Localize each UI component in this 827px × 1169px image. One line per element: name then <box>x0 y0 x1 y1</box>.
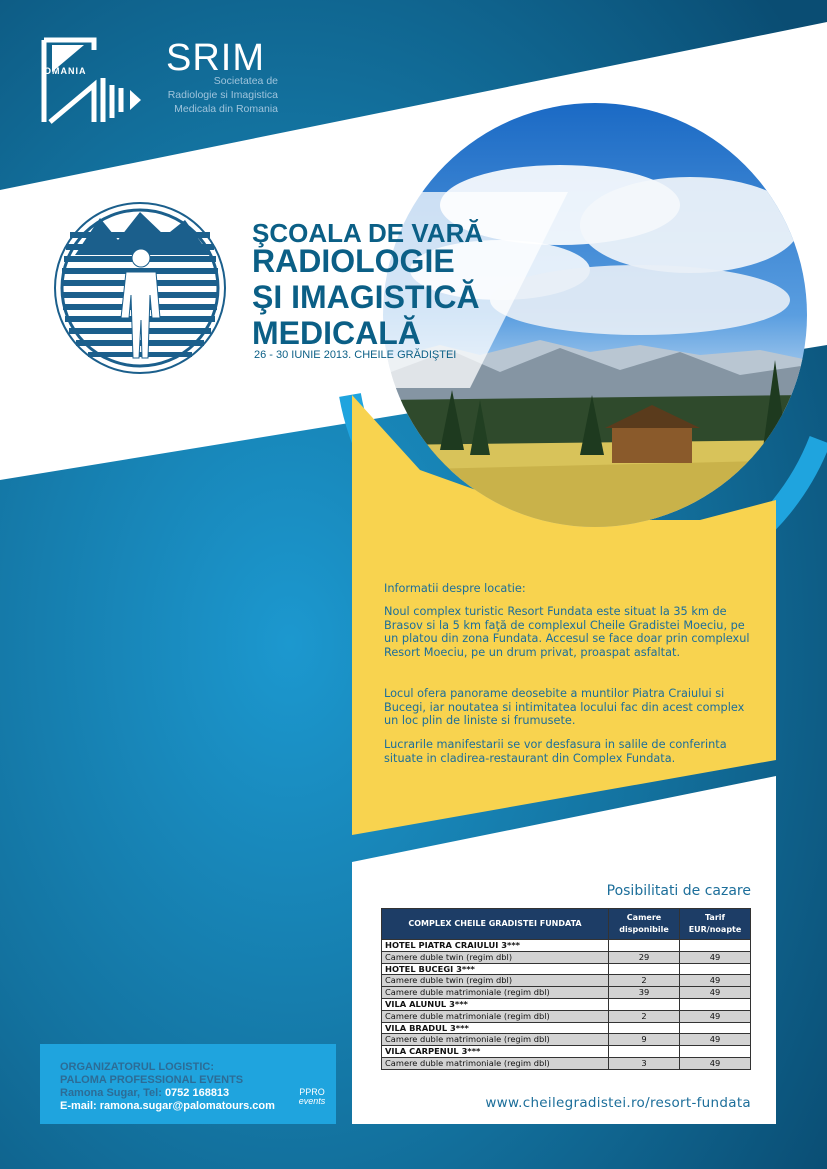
info-heading: Informatii despre locatie: <box>384 582 526 595</box>
table-cell-rooms: 29 <box>609 951 680 963</box>
table-cell-rooms: 2 <box>609 1010 680 1022</box>
table-cell-name: VILA ALUNUL 3*** <box>382 998 609 1010</box>
table-cell-name: Camere duble twin (regim dbl) <box>382 975 609 987</box>
ppro-logo-text <box>289 1088 335 1106</box>
hotel-row <box>382 1022 751 1034</box>
table-cell-rate: 49 <box>680 951 751 963</box>
table-cell-rate: 49 <box>680 987 751 999</box>
table-cell-rooms <box>609 1022 680 1034</box>
hotel-row <box>382 963 751 975</box>
organizer-email <box>60 1100 290 1113</box>
contact-phone[interactable]: 0752 168813 <box>164 1087 230 1099</box>
table-cell-rooms <box>609 1046 680 1058</box>
accommodation-table <box>381 908 751 1070</box>
table-cell-rate <box>680 1022 751 1034</box>
table-cell-rate <box>680 998 751 1010</box>
table-cell-name: HOTEL PIATRA CRAIULUI 3*** <box>382 940 609 952</box>
table-cell-name: Camere duble matrimoniale (regim dbl) <box>382 1034 609 1046</box>
school-emblem-icon <box>55 203 225 373</box>
room-row <box>382 987 751 999</box>
info-paragraph-3: Lucrarile manifestarii se vor desfasura in salile de conferinta situate in cladirea-restaurant din Complex Fundata. <box>384 738 727 765</box>
room-row <box>382 1034 751 1046</box>
title-line-3: ŞI IMAGISTICĂ <box>252 279 480 315</box>
email-label: E-mail: <box>60 1100 97 1112</box>
table-header-rate: Tarif EUR/noapte <box>680 909 751 940</box>
hotel-row <box>382 998 751 1010</box>
srim-subtitle-line-1: Societatea de <box>213 75 278 87</box>
organizer-contact <box>60 1087 290 1100</box>
table-cell-rate: 49 <box>680 975 751 987</box>
table-cell-name: Camere duble matrimoniale (regim dbl) <box>382 1057 609 1069</box>
info-paragraph-2: Locul ofera panorame deosebite a muntilor Piatra Craiului si Bucegi, iar noutatea si intimitatea locului fac din acest complex un loc plin de liniste si frumusete. <box>384 687 745 728</box>
table-cell-name: Camere duble matrimoniale (regim dbl) <box>382 987 609 999</box>
room-row <box>382 1057 751 1069</box>
table-cell-name: HOTEL BUCEGI 3*** <box>382 963 609 975</box>
table-cell-name: Camere duble matrimoniale (regim dbl) <box>382 1010 609 1022</box>
organizer-line-1: ORGANIZATORUL LOGISTIC: <box>60 1061 214 1073</box>
table-cell-rooms <box>609 998 680 1010</box>
table-cell-rate: 49 <box>680 1010 751 1022</box>
table-cell-rate <box>680 963 751 975</box>
table-cell-rooms <box>609 940 680 952</box>
srim-subtitle-line-2: Radiologie si Imagistica <box>167 89 278 101</box>
table-cell-rooms: 3 <box>609 1057 680 1069</box>
table-cell-rate <box>680 940 751 952</box>
contact-label: Ramona Sugar, Tel: <box>60 1087 162 1099</box>
table-cell-rate: 49 <box>680 1034 751 1046</box>
info-paragraph-1: Noul complex turistic Resort Fundata este situat la 35 km de Brasov si la 5 km faţă de complexul Cheile Gradistei Moeciu, pe un platou din zona Fundata. Accesul se face doar prin complexul Resort Moeciu, pe un drum privat, proaspat asfaltat. <box>384 605 750 659</box>
table-cell-rooms <box>609 963 680 975</box>
organizer-line-2: PALOMA PROFESSIONAL EVENTS <box>60 1074 244 1086</box>
table-header-rooms: Camere disponibile <box>609 909 680 940</box>
website-link[interactable]: www.cheilegradistei.ro/resort-fundata <box>485 1095 751 1111</box>
table-cell-name: Camere duble twin (regim dbl) <box>382 951 609 963</box>
title-line-4: MEDICALĂ <box>252 315 421 351</box>
room-row <box>382 975 751 987</box>
accommodation-title: Posibilitati de cazare <box>606 883 751 899</box>
srim-title: SRIM <box>166 37 265 79</box>
room-row <box>382 1010 751 1022</box>
table-header-row <box>382 909 751 940</box>
room-row <box>382 951 751 963</box>
table-cell-rooms: 9 <box>609 1034 680 1046</box>
table-cell-name: VILA BRADUL 3*** <box>382 1022 609 1034</box>
title-line-2: RADIOLOGIE <box>252 243 455 279</box>
table-cell-rate <box>680 1046 751 1058</box>
email-address[interactable]: ramona.sugar@palomatours.com <box>99 1100 275 1112</box>
table-header-complex: COMPLEX CHEILE GRADISTEI FUNDATA <box>382 909 609 940</box>
table-cell-rooms: 2 <box>609 975 680 987</box>
table-cell-name: VILA CARPENUL 3*** <box>382 1046 609 1058</box>
hotel-row <box>382 940 751 952</box>
logo-text-omania: OMANIA <box>44 66 87 76</box>
event-date: 26 - 30 IUNIE 2013. CHEILE GRĂDIŞTEI <box>254 349 457 361</box>
title-line-1: ŞCOALA DE VARĂ <box>252 218 484 248</box>
table-cell-rooms: 39 <box>609 987 680 999</box>
table-cell-rate: 49 <box>680 1057 751 1069</box>
ppro-events: events <box>298 1096 326 1106</box>
hotel-row <box>382 1046 751 1058</box>
ppro-name: PPRO <box>299 1087 325 1097</box>
srim-subtitle-line-3: Medicala din Romania <box>174 103 278 115</box>
srim-subtitle <box>128 74 278 116</box>
